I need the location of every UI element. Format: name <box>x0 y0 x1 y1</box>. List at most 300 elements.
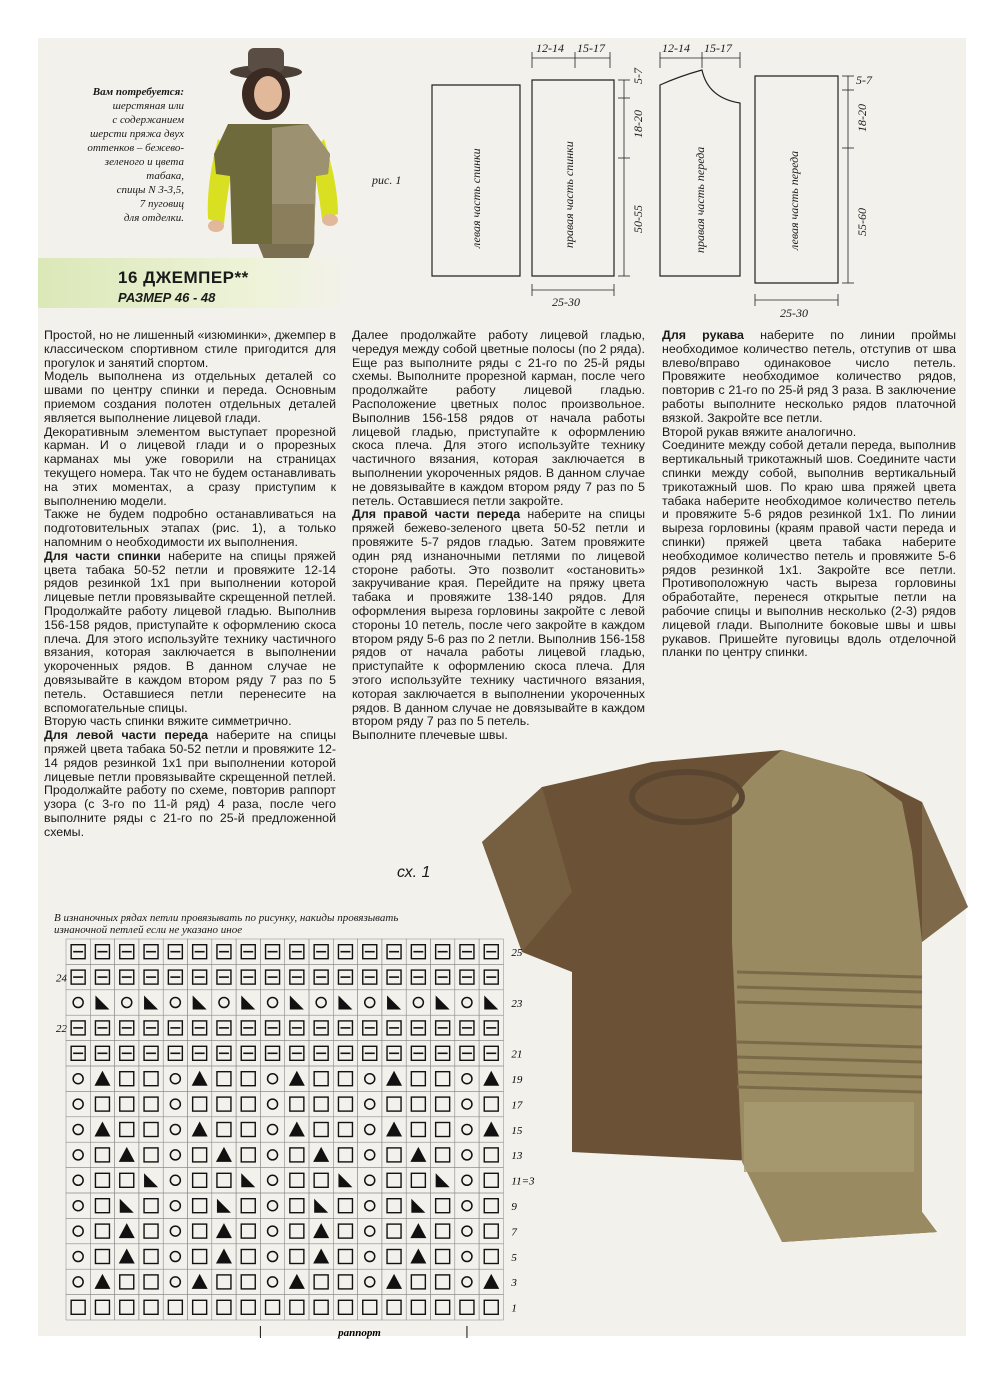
chart-cell <box>260 1091 284 1116</box>
knit-symbol <box>436 1224 450 1238</box>
chart-cell <box>212 1193 236 1218</box>
knit-symbol <box>241 1300 255 1314</box>
decrease-symbol <box>386 1122 402 1137</box>
chart-cell <box>455 1168 479 1193</box>
chart-cell <box>358 1244 382 1269</box>
chart-cell <box>406 1117 430 1142</box>
decrease-symbol <box>410 1147 426 1162</box>
materials-line: оттенков – бежево- <box>87 142 184 154</box>
knit-symbol <box>314 1300 328 1314</box>
chart-cell <box>66 1295 90 1320</box>
knit-symbol <box>217 1072 231 1086</box>
decrease-symbol <box>313 1249 329 1264</box>
knit-symbol <box>363 1300 377 1314</box>
yarn-over-symbol <box>170 1125 180 1135</box>
yarn-over-symbol <box>170 1099 180 1109</box>
knit-symbol <box>241 1275 255 1289</box>
knit-symbol <box>193 1250 207 1264</box>
chart-cell <box>455 1142 479 1167</box>
chart-cell <box>358 1218 382 1243</box>
paragraph <box>352 508 645 729</box>
knit-symbol <box>387 1173 401 1187</box>
decrease-symbol <box>94 1274 110 1289</box>
knit-symbol <box>484 1148 498 1162</box>
knit-symbol <box>338 1148 352 1162</box>
text-column-3 <box>662 329 956 660</box>
chart-cell <box>139 1295 163 1320</box>
chart-row-number-right: 7 <box>511 1226 517 1239</box>
chart-cell <box>260 1168 284 1193</box>
knit-symbol <box>314 1173 328 1187</box>
left-decrease-symbol <box>193 996 207 1010</box>
section-heading: Для правой части переда <box>352 507 521 522</box>
chart-cell <box>285 1193 309 1218</box>
chart-row-number-right: 25 <box>511 947 523 959</box>
chart-cell <box>66 1066 90 1091</box>
chart-cell <box>115 1193 139 1218</box>
yarn-over-symbol <box>365 1074 375 1084</box>
knit-symbol <box>436 1199 450 1213</box>
chart-cell <box>236 1244 260 1269</box>
section-heading: Для рукава <box>662 328 744 342</box>
chart-cell <box>431 1218 455 1243</box>
dim-top-a-front: 12-14 <box>662 41 690 55</box>
chart-cell <box>333 1117 357 1142</box>
left-decrease-symbol <box>290 996 304 1010</box>
chart-cell <box>479 1168 503 1193</box>
left-decrease-symbol <box>144 1173 158 1187</box>
chart-cell <box>333 1295 357 1320</box>
left-decrease-symbol <box>338 996 352 1010</box>
knit-symbol <box>71 1300 85 1314</box>
chart-cell <box>309 1295 333 1320</box>
chart-cell <box>382 1244 406 1269</box>
chart-cell <box>236 990 260 1015</box>
knit-symbol <box>338 1224 352 1238</box>
yarn-over-symbol <box>73 1125 83 1135</box>
chart-cell <box>358 1066 382 1091</box>
knit-symbol <box>338 1199 352 1213</box>
yarn-over-symbol <box>170 1175 180 1185</box>
knit-symbol <box>436 1300 450 1314</box>
decrease-symbol <box>313 1147 329 1162</box>
decrease-symbol <box>192 1122 208 1137</box>
chart-row-number-right: 11=3 <box>511 1175 535 1188</box>
decrease-symbol <box>119 1223 135 1238</box>
left-decrease-symbol <box>314 1199 328 1213</box>
knit-symbol <box>314 1072 328 1086</box>
chart-row-number-left: 24 <box>56 972 67 985</box>
chart-cell <box>382 1168 406 1193</box>
yarn-over-symbol <box>462 1201 472 1211</box>
chart-cell <box>431 1066 455 1091</box>
paragraph: Вторую часть спинки вяжите симметрично. <box>44 714 292 729</box>
knit-symbol <box>411 1275 425 1289</box>
chart-cell <box>188 1295 212 1320</box>
chart-cell <box>163 1117 187 1142</box>
decrease-symbol <box>483 1122 499 1137</box>
decrease-symbol <box>410 1223 426 1238</box>
chart-cell <box>115 1269 139 1294</box>
piece-label-right-front: правая часть переда <box>693 146 707 253</box>
chart-cell <box>260 1142 284 1167</box>
knit-symbol <box>387 1224 401 1238</box>
knit-symbol <box>290 1148 304 1162</box>
dim-armhole-back: 18-20 <box>631 110 645 138</box>
knit-symbol <box>144 1199 158 1213</box>
chart-cell <box>382 1295 406 1320</box>
knit-symbol <box>436 1123 450 1137</box>
chart-cell <box>455 1091 479 1116</box>
chart-cell <box>479 1244 503 1269</box>
decrease-symbol <box>94 1122 110 1137</box>
knit-symbol <box>266 1300 280 1314</box>
knit-symbol <box>387 1300 401 1314</box>
chart-cell <box>163 1218 187 1243</box>
materials-heading: Вам потребуется: <box>92 86 184 98</box>
paragraph: Декоративным элементом выступает прорезной карман. И о лицевой глади и о прорезных карманах мы уже говорили на страницах текущего номера. Так что не будем останавливать на этих моментах, а сразу приступим к выполнению модели. <box>44 424 336 508</box>
chart-cell <box>139 1142 163 1167</box>
chart-cell <box>382 1142 406 1167</box>
paragraph: Далее продолжайте работу лицевой гладью, чередуя между собой цветные полосы (по 2 ряда). Еще раз выполните ряды с 21-го по 25-й ряды схемы. Выполните прорезной карман, после чего продолжайте работу лицевой гладью. Расположение цветных полос произвольное. Выполнив 156-158 рядов от начала работы лицевой гладью, приступайте к оформлению скоса плеча. Для этого используйте технику частичного вязания, которая заключается в выполнении укороченных рядов. В данном случае не довязывайте в каждом втором ряду 7 раз по 5 петель. Оставшиеся петли закройте. <box>352 328 645 508</box>
decrease-symbol <box>216 1249 232 1264</box>
yarn-over-symbol <box>170 1074 180 1084</box>
chart-cell <box>139 1091 163 1116</box>
yarn-over-symbol <box>462 1226 472 1236</box>
dim-side-front: 55-60 <box>855 208 869 236</box>
yarn-over-symbol <box>462 1252 472 1262</box>
knit-symbol <box>387 1097 401 1111</box>
chart-cell <box>479 1091 503 1116</box>
yarn-over-symbol <box>73 1277 83 1287</box>
knit-symbol <box>217 1097 231 1111</box>
knit-symbol <box>217 1300 231 1314</box>
chart-cell <box>115 1091 139 1116</box>
chart-cell <box>431 1142 455 1167</box>
knit-symbol <box>241 1097 255 1111</box>
chart-cell <box>212 1066 236 1091</box>
knit-symbol <box>120 1300 134 1314</box>
materials-line: шерсти пряжа двух <box>89 128 184 140</box>
paragraph: Модель выполнена из отдельных деталей со швами по центру спинки и переда. Основным приемом создания полотен отдельных деталей является выполнение лицевой глади. <box>44 369 336 425</box>
yarn-over-symbol <box>268 1175 278 1185</box>
chart-cell <box>139 1269 163 1294</box>
chart-cell <box>90 1142 114 1167</box>
paragraph-text: наберите на спицы пряжей бежево-зеленого цвета 50-52 петли и провяжите 5-7 рядов гладью. Затем провяжите один ряд изнаночными петлями по лицевой стороне работы. Это позволит «остановить» закручивание края. Перейдите на пряжу цвета табака и провяжите 138-140 рядов. Для оформления выреза горловины закройте с левой стороны 10 петель, после чего закройте в каждом втором ряду 5-6 раз по 2 петли. Выполнив 156-158 рядов от начала работы лицевой гладью, приступайте к оформлению скоса плеча. Для этого используйте технику частичного вязания, которая заключается в выполнении укороченных рядов. В данном случае не довязывайте в каждом втором ряду 7 раз по 5 петель. <box>352 507 645 729</box>
chart-cell <box>358 1091 382 1116</box>
text-column-2 <box>352 329 645 743</box>
chart-cell <box>333 1244 357 1269</box>
knit-symbol <box>241 1148 255 1162</box>
knit-symbol <box>411 1173 425 1187</box>
knit-symbol <box>95 1199 109 1213</box>
knit-symbol <box>436 1148 450 1162</box>
knit-symbol <box>314 1123 328 1137</box>
chart-cell <box>455 990 479 1015</box>
chart-cell <box>260 990 284 1015</box>
knit-symbol <box>290 1224 304 1238</box>
knit-symbol <box>411 1072 425 1086</box>
knit-symbol <box>120 1275 134 1289</box>
chart-cell <box>431 1269 455 1294</box>
yarn-over-symbol <box>462 998 472 1008</box>
chart-cell <box>236 1295 260 1320</box>
knit-symbol <box>338 1123 352 1137</box>
paragraph-text: наберите на спицы пряжей цвета табака 50-52 петли и провяжите 12-14 рядов резинкой 1х1 при выполнении которой лицевые петли провязывайте скрещенной петлей. Продолжайте работу лицевой гладью. Выполнив 156-158 рядов, приступайте к оформлению скоса плеча. Для этого используйте технику частичного вязания, которая заключается в выполнении укороченных рядов. В данном случае не довязывайте в каждом втором ряду 7 раз по 5 петель. Оставшиеся петли перенесите на вспомогательные спицы. <box>44 548 336 715</box>
yarn-over-symbol <box>73 1175 83 1185</box>
knit-symbol <box>241 1072 255 1086</box>
knit-symbol <box>144 1072 158 1086</box>
chart-cell <box>90 1168 114 1193</box>
text-column-1 <box>44 329 336 839</box>
knit-symbol <box>144 1097 158 1111</box>
chart-cell <box>66 1091 90 1116</box>
chart-cell <box>333 1091 357 1116</box>
materials-line: для отделки. <box>123 212 184 224</box>
chart-cell <box>236 1117 260 1142</box>
chart-cell <box>455 1193 479 1218</box>
chart-cell <box>236 1091 260 1116</box>
decrease-symbol <box>119 1249 135 1264</box>
chart-cell <box>382 1091 406 1116</box>
figure-label: рис. 1 <box>372 173 402 187</box>
knit-symbol <box>387 1250 401 1264</box>
decrease-symbol <box>192 1274 208 1289</box>
chart-cell <box>431 1295 455 1320</box>
yarn-over-symbol <box>73 1226 83 1236</box>
yarn-over-symbol <box>122 998 132 1008</box>
knit-symbol <box>193 1224 207 1238</box>
paragraph <box>662 329 956 426</box>
yarn-over-symbol <box>268 1201 278 1211</box>
chart-cell <box>236 1066 260 1091</box>
yarn-over-symbol <box>170 1150 180 1160</box>
knit-symbol <box>436 1275 450 1289</box>
chart-cell <box>163 1269 187 1294</box>
chart-cell <box>406 990 430 1015</box>
chart-cell <box>163 1244 187 1269</box>
left-decrease-symbol <box>436 1173 450 1187</box>
chart-cell <box>212 990 236 1015</box>
yarn-over-symbol <box>462 1175 472 1185</box>
chart-cell <box>163 1295 187 1320</box>
dim-top-b-front: 15-17 <box>704 41 732 55</box>
yarn-over-symbol <box>462 1074 472 1084</box>
knit-symbol <box>338 1072 352 1086</box>
chart-cell <box>163 1066 187 1091</box>
chart-cell <box>90 1091 114 1116</box>
chart-cell <box>406 1066 430 1091</box>
chart-row-number-right: 23 <box>511 997 523 1010</box>
knit-symbol <box>436 1250 450 1264</box>
materials-line: с содержанием <box>112 114 184 126</box>
chart-row-number-right: 17 <box>511 1099 523 1112</box>
knit-symbol <box>95 1300 109 1314</box>
left-decrease-symbol <box>387 996 401 1010</box>
left-decrease-symbol <box>484 996 498 1010</box>
chart-cell <box>139 1218 163 1243</box>
knit-symbol <box>436 1072 450 1086</box>
chart-cell <box>285 1142 309 1167</box>
knit-symbol <box>120 1123 134 1137</box>
materials-line: зеленого и цвета <box>104 156 184 168</box>
chart-cell <box>236 1193 260 1218</box>
yarn-over-symbol <box>365 1226 375 1236</box>
yarn-over-symbol <box>365 1150 375 1160</box>
decrease-symbol <box>192 1071 208 1086</box>
knit-symbol <box>484 1300 498 1314</box>
decrease-symbol <box>483 1274 499 1289</box>
chart-cell <box>455 1218 479 1243</box>
knit-symbol <box>217 1123 231 1137</box>
decrease-symbol <box>119 1147 135 1162</box>
chart-cell <box>139 1066 163 1091</box>
yarn-over-symbol <box>219 998 229 1008</box>
chart-cell <box>406 1193 430 1218</box>
paragraph: Также не будем подробно останавливаться на подготовительных этапах (рис. 1), а только напомним о необходимости их выполнения. <box>44 507 336 549</box>
left-decrease-symbol <box>436 996 450 1010</box>
chart-cell <box>188 1142 212 1167</box>
yarn-over-symbol <box>268 1150 278 1160</box>
knit-symbol <box>241 1224 255 1238</box>
dim-armhole-front: 18-20 <box>855 104 869 132</box>
decrease-symbol <box>386 1071 402 1086</box>
chart-cell <box>90 1295 114 1320</box>
chart-row-number-right: 5 <box>511 1251 517 1264</box>
chart-cell <box>431 1193 455 1218</box>
yarn-over-symbol <box>268 1252 278 1262</box>
yarn-over-symbol <box>365 1277 375 1287</box>
chart-cell <box>115 1295 139 1320</box>
knit-symbol <box>144 1123 158 1137</box>
decrease-symbol <box>289 1274 305 1289</box>
chart-cell <box>406 1295 430 1320</box>
knit-symbol <box>217 1275 231 1289</box>
knit-symbol <box>411 1123 425 1137</box>
chart-cell <box>309 1269 333 1294</box>
left-decrease-symbol <box>120 1199 134 1213</box>
dim-bottom-back: 25-30 <box>552 295 580 309</box>
yarn-over-symbol <box>413 998 423 1008</box>
knit-symbol <box>95 1148 109 1162</box>
chart-row-number-right: 13 <box>511 1150 523 1163</box>
chart-cell <box>236 1269 260 1294</box>
chart-cell <box>66 1218 90 1243</box>
paragraph-text: наберите на спицы пряжей цвета табака 50-52 петли и провяжите 12-14 рядов резинкой 1х1 при выполнении которой лицевые петли провязывайте скрещенной петлей. Продолжайте работу по схеме, повторив раппорт узора (с 3-го по 11-й ряд) 4 раза, после чего выполните ряды с 21-го по 25-й предложенной схемы. <box>44 728 336 839</box>
chart-cell <box>358 1142 382 1167</box>
knit-symbol <box>484 1224 498 1238</box>
chart-cell <box>212 1295 236 1320</box>
chart-row-number-right: 21 <box>511 1048 523 1061</box>
chart-cell <box>163 1142 187 1167</box>
paragraph: Выполните плечевые швы. <box>352 728 508 743</box>
repeat-label: раппорт <box>338 1327 381 1339</box>
knit-symbol <box>484 1250 498 1264</box>
decrease-symbol <box>386 1274 402 1289</box>
knit-symbol <box>193 1173 207 1187</box>
knit-symbol <box>120 1097 134 1111</box>
yarn-over-symbol <box>268 1074 278 1084</box>
knit-symbol <box>290 1300 304 1314</box>
chart-cell <box>236 1218 260 1243</box>
dim-top-b: 15-17 <box>577 41 605 55</box>
chart-cell <box>212 1091 236 1116</box>
chart-row-number-left: 22 <box>56 1023 67 1036</box>
knit-symbol <box>120 1072 134 1086</box>
yarn-over-symbol <box>365 1099 375 1109</box>
chart-cell <box>212 1168 236 1193</box>
chart-cell <box>358 1269 382 1294</box>
chart-cell <box>66 1168 90 1193</box>
chart-cell <box>333 1193 357 1218</box>
dim-side-back: 50-55 <box>631 205 645 233</box>
chart-cell <box>309 1066 333 1091</box>
knit-symbol <box>411 1097 425 1111</box>
chart-cell <box>309 1193 333 1218</box>
decrease-symbol <box>313 1223 329 1238</box>
chart-cell <box>139 1193 163 1218</box>
knit-symbol <box>338 1250 352 1264</box>
materials-line: 7 пуговиц <box>139 198 184 210</box>
decrease-symbol <box>216 1147 232 1162</box>
knit-symbol <box>95 1173 109 1187</box>
yarn-over-symbol <box>268 1277 278 1287</box>
chart-cell <box>260 1117 284 1142</box>
yarn-over-symbol <box>462 1277 472 1287</box>
chart-cell <box>260 1269 284 1294</box>
chart-cell <box>285 1244 309 1269</box>
decrease-symbol <box>289 1071 305 1086</box>
piece-label-left-back: левая часть спинки <box>469 148 483 248</box>
knit-symbol <box>338 1300 352 1314</box>
chart-cell <box>309 1117 333 1142</box>
knit-symbol <box>144 1300 158 1314</box>
decrease-symbol <box>483 1071 499 1086</box>
yarn-over-symbol <box>73 1252 83 1262</box>
chart-cell <box>382 1193 406 1218</box>
chart-cell <box>90 1193 114 1218</box>
knit-symbol <box>387 1148 401 1162</box>
yarn-over-symbol <box>170 1277 180 1287</box>
chart-row-number-right: 3 <box>511 1277 517 1290</box>
knit-symbol <box>241 1123 255 1137</box>
yarn-over-symbol <box>365 1125 375 1135</box>
chart-cell <box>260 1244 284 1269</box>
chart-cell <box>431 1244 455 1269</box>
yarn-over-symbol <box>365 1252 375 1262</box>
knit-symbol <box>95 1097 109 1111</box>
chart-cell <box>309 1168 333 1193</box>
decrease-symbol <box>94 1071 110 1086</box>
yarn-over-symbol <box>170 998 180 1008</box>
chart-cell <box>285 1168 309 1193</box>
paragraph: Простой, но не лишенный «изюминки», джемпер в классическом спортивном стиле пригодится для прогулок и занятий спортом. <box>44 328 336 370</box>
chart-cell <box>260 1066 284 1091</box>
knit-symbol <box>484 1097 498 1111</box>
knit-symbol <box>241 1199 255 1213</box>
paragraph <box>44 729 336 839</box>
yarn-over-symbol <box>268 998 278 1008</box>
yarn-over-symbol <box>73 1150 83 1160</box>
chart-cell <box>163 1168 187 1193</box>
chart-cell <box>455 1244 479 1269</box>
model-photo <box>188 44 354 259</box>
knitting-chart <box>56 935 573 1339</box>
chart-cell <box>406 1091 430 1116</box>
chart-cell <box>115 1066 139 1091</box>
knit-symbol <box>436 1097 450 1111</box>
chart-cell <box>163 1193 187 1218</box>
